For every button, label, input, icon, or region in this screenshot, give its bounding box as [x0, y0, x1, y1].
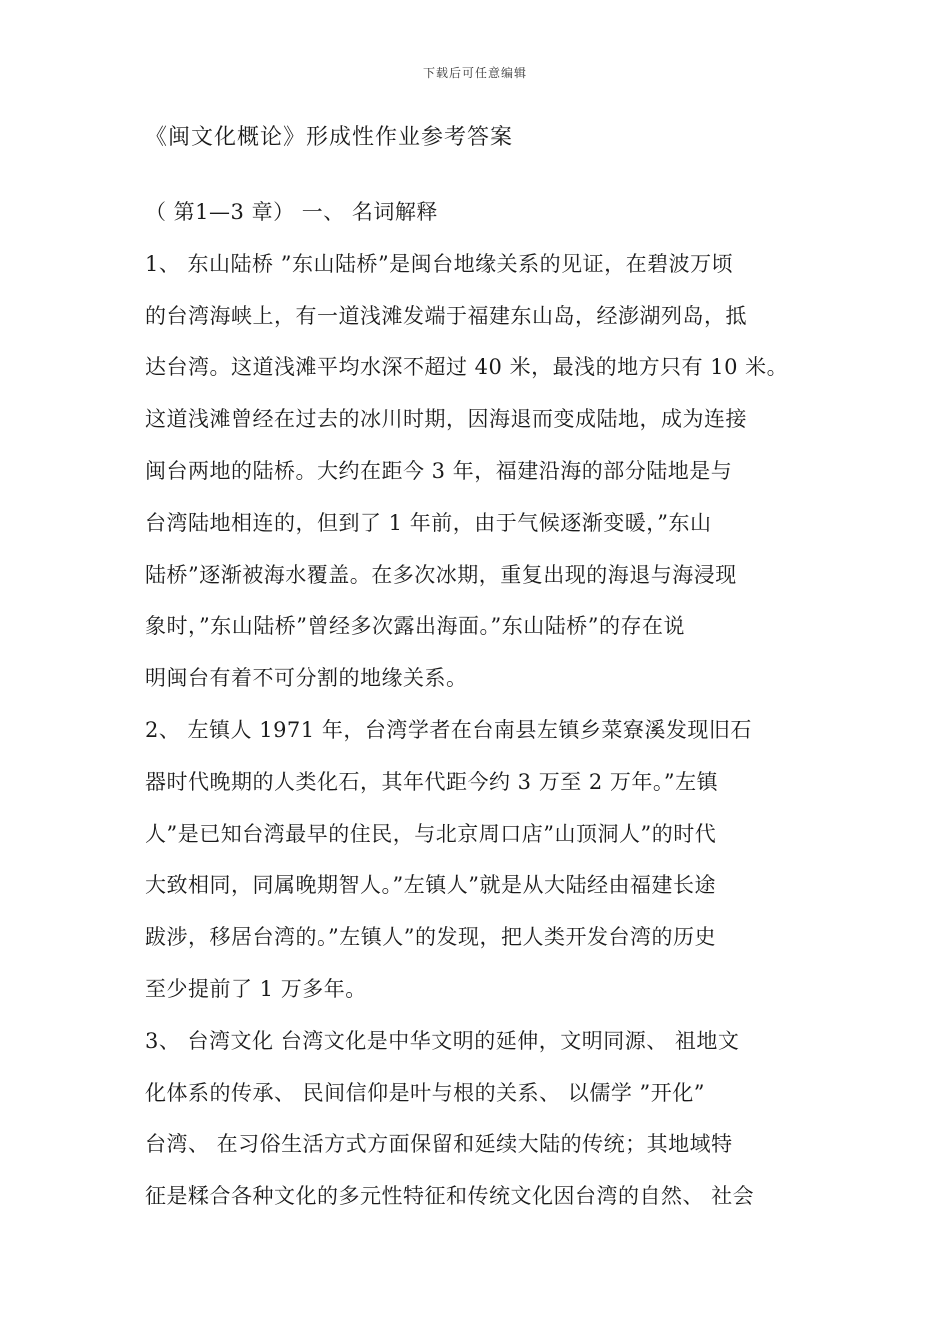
text-line: 象时，”东山陆桥”曾经多次露出海面。”东山陆桥”的存在说 — [145, 614, 685, 639]
section-heading: （ 第1—3 章） 一、 名词解释 — [145, 200, 438, 224]
text-line: 这道浅滩曾经在过去的冰川时期，因海退而变成陆地，成为连接 — [145, 407, 747, 432]
text-line: 台湾、 在习俗生活方式方面保留和延续大陆的传统；其地域特 — [145, 1132, 733, 1157]
text-line: 大致相同，同属晚期智人。”左镇人”就是从大陆经由福建长途 — [145, 873, 716, 898]
text-line: 的台湾海峡上，有一道浅滩发端于福建东山岛，经澎湖列岛，抵 — [145, 303, 747, 328]
header-note: 下载后可任意编辑 — [422, 66, 527, 80]
text-line: 台湾陆地相连的，但到了 1 年前，由于气候逐渐变暖，”东山 — [145, 510, 712, 535]
text-line: 3、 台湾文化 台湾文化是中华文明的延伸，文明同源、 祖地文 — [145, 1028, 740, 1053]
text-line: 人”是已知台湾最早的住民，与北京周口店”山顶洞人”的时代 — [145, 821, 717, 846]
text-line: 跋涉，移居台湾的。”左镇人”的发现，把人类开发台湾的历史 — [145, 925, 716, 950]
text-line: 明闽台有着不可分割的地缘关系。 — [145, 666, 468, 691]
text-line: 陆桥”逐渐被海水覆盖。在多次冰期，重复出现的海退与海浸现 — [145, 562, 737, 587]
text-line: 2、 左镇人 1971 年，台湾学者在台南县左镇乡菜寮溪发现旧石 — [145, 717, 752, 742]
text-line: 1、 东山陆桥 ”东山陆桥”是闽台地缘关系的见证，在碧波万顷 — [145, 251, 734, 276]
text-line: 达台湾。这道浅滩平均水深不超过 40 米，最浅的地方只有 10 米。 — [145, 355, 789, 380]
text-line: 闽台两地的陆桥。大约在距今 3 年，福建沿海的部分陆地是与 — [145, 458, 733, 483]
text-line: 化体系的传承、 民间信仰是叶与根的关系、 以儒学 ”开化” — [145, 1080, 705, 1105]
text-line: 征是糅合各种文化的多元性特征和传统文化因台湾的自然、 社会 — [145, 1184, 755, 1209]
document-title: 《闽文化概论》形成性作业参考答案 — [145, 125, 514, 150]
text-line: 器时代晚期的人类化石，其年代距今约 3 万至 2 万年。”左镇 — [145, 769, 719, 794]
document-body — [145, 196, 825, 1232]
text-line: 至少提前了 1 万多年。 — [145, 976, 367, 1001]
